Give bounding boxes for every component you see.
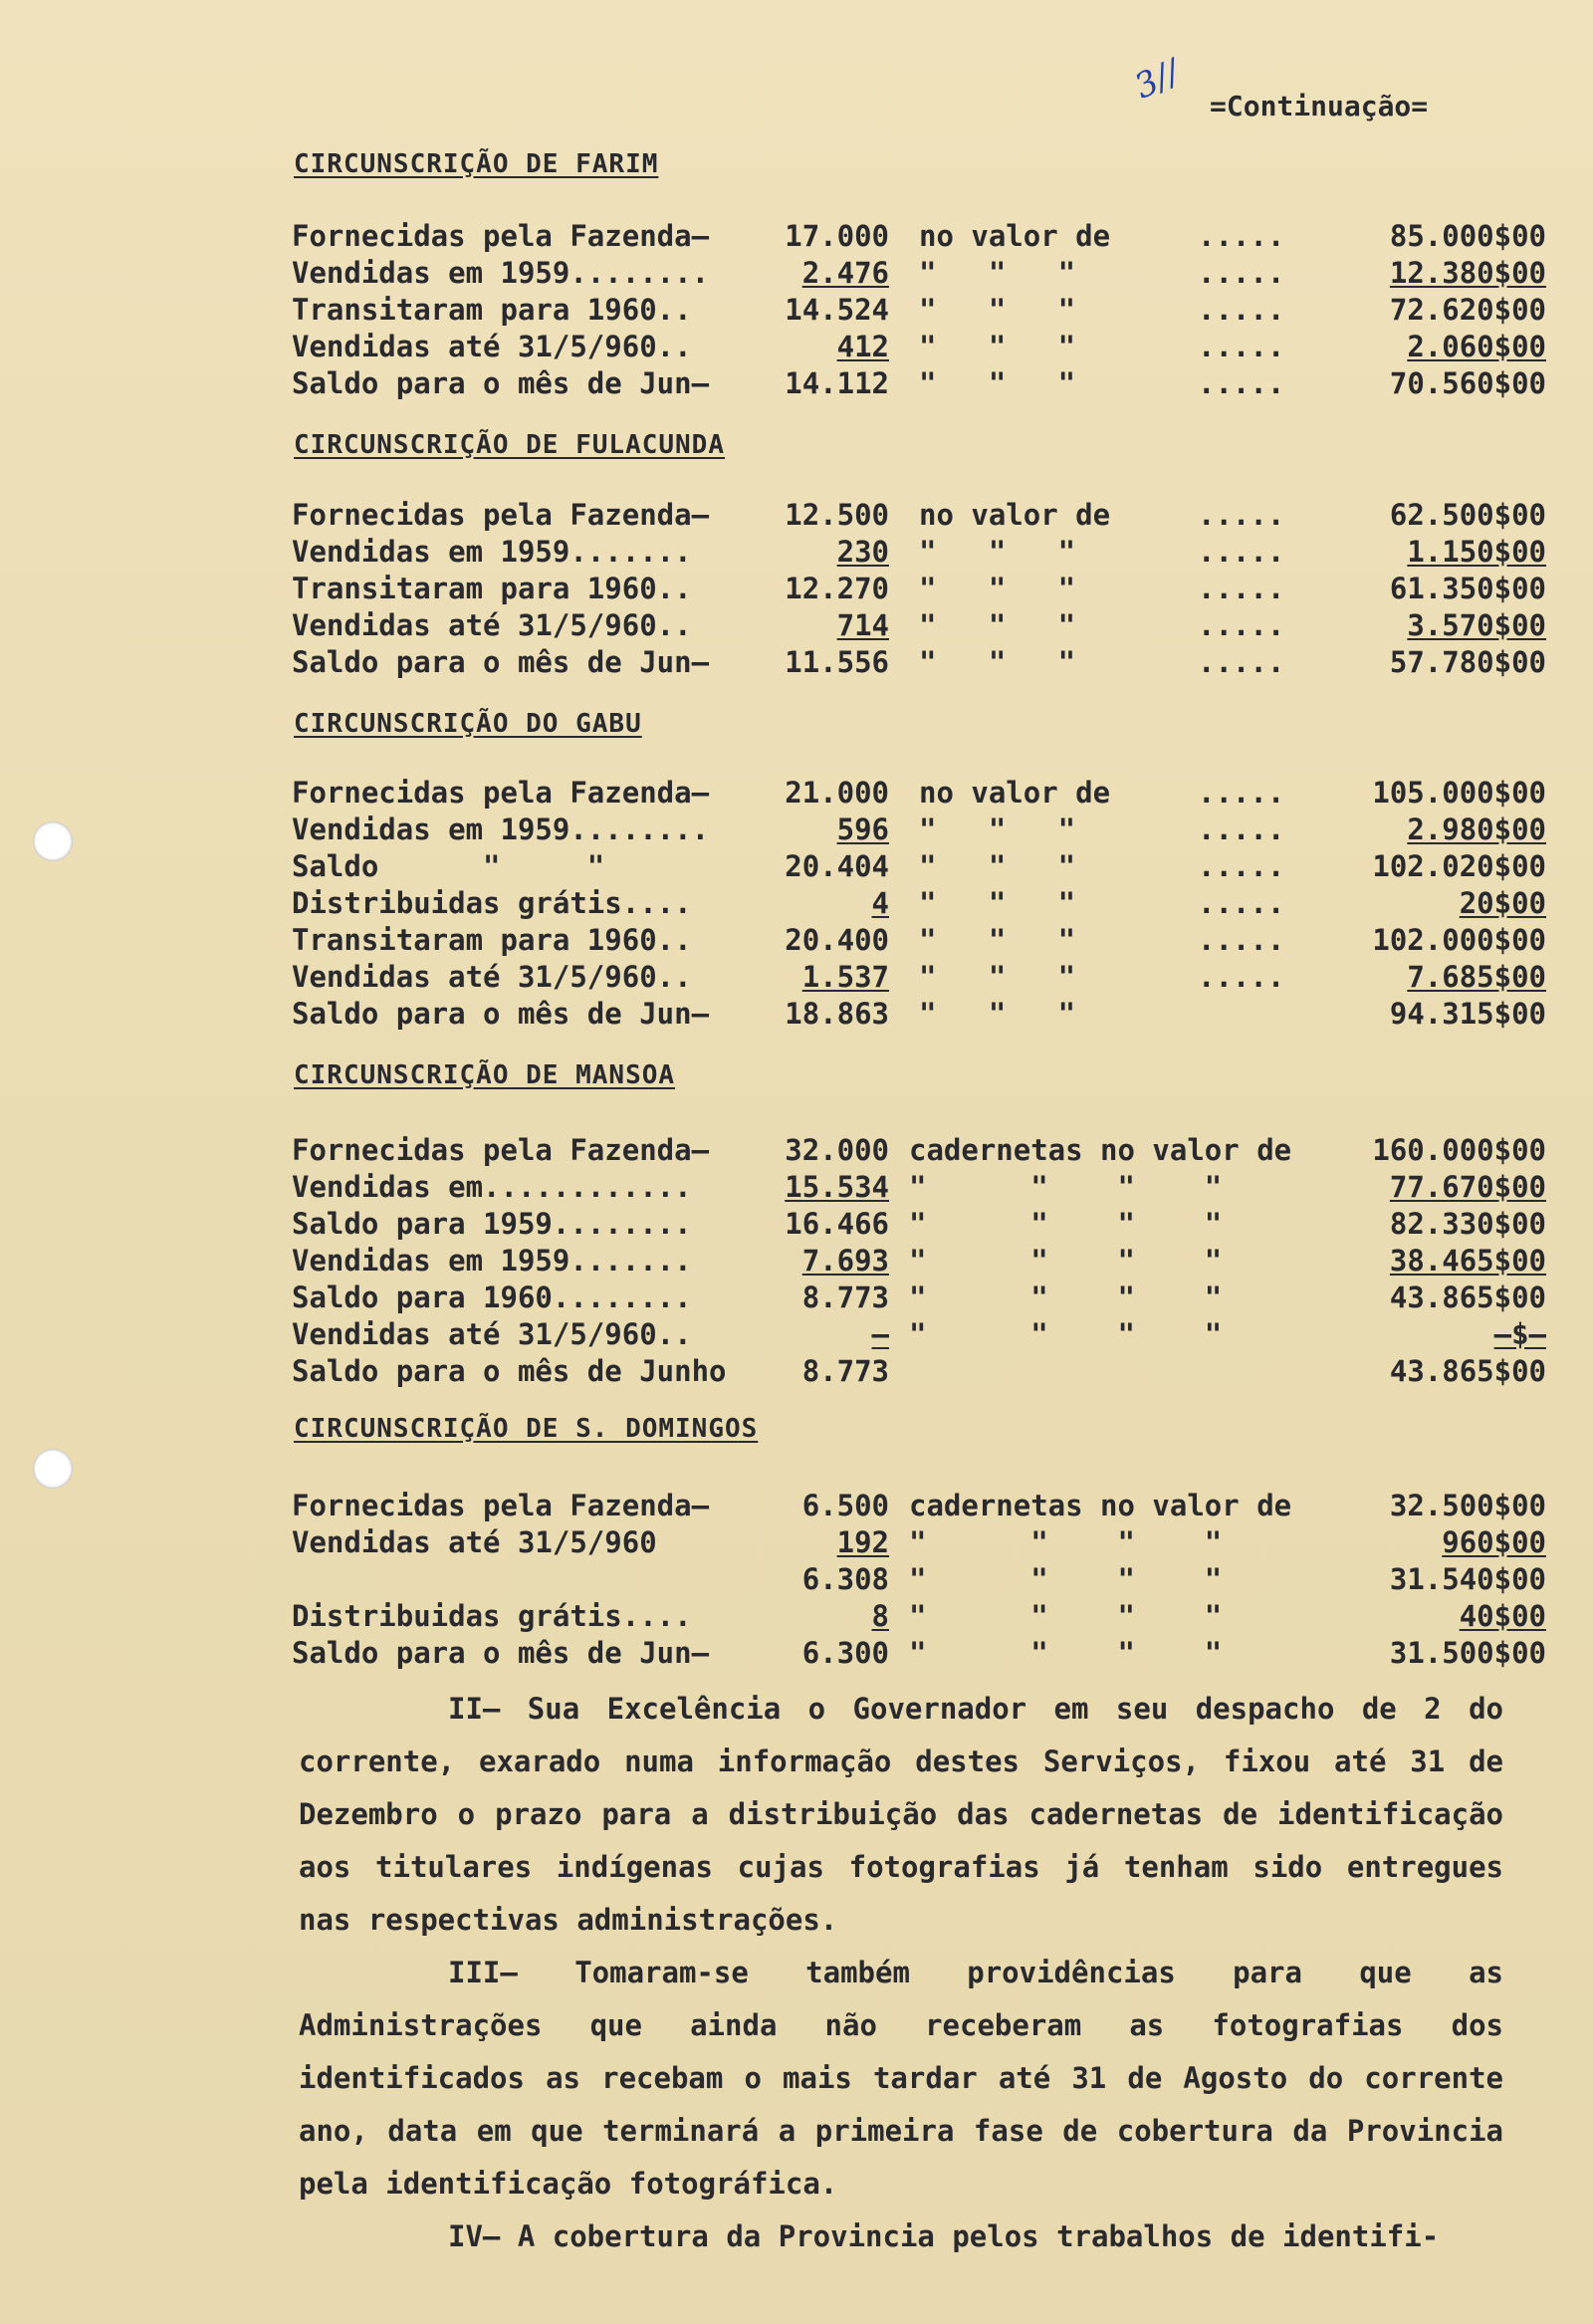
row-value-note: " " " bbox=[919, 886, 1076, 920]
table-row bbox=[292, 776, 1556, 813]
row-value-note: " " " " bbox=[909, 1525, 1223, 1559]
table-row bbox=[292, 1562, 1556, 1599]
row-label: Saldo para o mês de Jun— bbox=[292, 1636, 710, 1670]
row-label: Vendidas até 31/5/960.. bbox=[292, 960, 692, 994]
row-value-note: " " " bbox=[919, 997, 1076, 1031]
row-value-note: no valor de bbox=[919, 498, 1111, 532]
row-amount: 38.465$00 bbox=[1389, 1244, 1546, 1278]
row-amount: 43.865$00 bbox=[1389, 1354, 1546, 1388]
table-row bbox=[292, 1489, 1556, 1525]
row-label: Transitaram para 1960.. bbox=[292, 293, 692, 327]
row-leader-dots: ..... bbox=[1198, 923, 1285, 957]
row-quantity: 7.693 bbox=[801, 1244, 889, 1278]
punch-hole bbox=[33, 1449, 73, 1489]
row-label: Vendidas em 1959........ bbox=[292, 813, 710, 846]
table-row bbox=[292, 1599, 1556, 1636]
row-quantity: 8 bbox=[871, 1599, 889, 1633]
row-value-note: " " " bbox=[919, 960, 1076, 994]
row-quantity: 714 bbox=[836, 608, 889, 642]
table-row bbox=[292, 608, 1556, 645]
row-value-note: " " " " bbox=[909, 1562, 1223, 1596]
row-amount: 20$00 bbox=[1459, 886, 1546, 920]
row-leader-dots: ..... bbox=[1198, 366, 1285, 400]
page-mark: 3// bbox=[1128, 52, 1186, 108]
row-amount: 61.350$00 bbox=[1389, 572, 1546, 605]
row-amount: 57.780$00 bbox=[1389, 645, 1546, 679]
row-quantity: 8.773 bbox=[801, 1354, 889, 1388]
table-row bbox=[292, 1133, 1556, 1170]
table-row bbox=[292, 886, 1556, 923]
row-value-note: " " " bbox=[919, 366, 1076, 400]
row-amount: 3.570$00 bbox=[1407, 608, 1546, 642]
row-leader-dots: ..... bbox=[1198, 960, 1285, 994]
row-label: Fornecidas pela Fazenda— bbox=[292, 1489, 710, 1522]
row-amount: 12.380$00 bbox=[1389, 256, 1546, 290]
row-leader-dots: ..... bbox=[1198, 849, 1285, 883]
row-label: Transitaram para 1960.. bbox=[292, 572, 692, 605]
row-amount: 1.150$00 bbox=[1407, 535, 1546, 569]
row-label: Vendidas em 1959....... bbox=[292, 1244, 692, 1278]
row-label: Vendidas em............ bbox=[292, 1170, 692, 1204]
row-label: Vendidas até 31/5/960.. bbox=[292, 608, 692, 642]
row-amount: 31.500$00 bbox=[1389, 1636, 1546, 1670]
row-value-note: " " " bbox=[919, 572, 1076, 605]
table-row bbox=[292, 813, 1556, 849]
row-quantity: 20.404 bbox=[785, 849, 889, 883]
row-amount: 960$00 bbox=[1442, 1525, 1546, 1559]
row-quantity: 17.000 bbox=[785, 219, 889, 253]
row-amount: 82.330$00 bbox=[1389, 1207, 1546, 1241]
row-quantity: 8.773 bbox=[801, 1280, 889, 1314]
row-value-note: " " " bbox=[919, 923, 1076, 957]
punch-hole bbox=[33, 821, 73, 861]
row-label: Saldo para o mês de Jun— bbox=[292, 366, 710, 400]
row-quantity: — bbox=[871, 1317, 889, 1351]
row-label: Fornecidas pela Fazenda— bbox=[292, 1133, 710, 1167]
row-leader-dots: ..... bbox=[1198, 330, 1285, 363]
table-row bbox=[292, 1636, 1556, 1673]
row-amount: 70.560$00 bbox=[1389, 366, 1546, 400]
row-quantity: 6.300 bbox=[801, 1636, 889, 1670]
section-title: CIRCUNSCRIÇÃO DE S. DOMINGOS bbox=[294, 1414, 759, 1444]
continuation-label: =Continuação= bbox=[1210, 90, 1429, 122]
row-value-note: " " " " bbox=[909, 1317, 1223, 1351]
row-amount: 2.980$00 bbox=[1407, 813, 1546, 846]
table-row bbox=[292, 366, 1556, 403]
table-row bbox=[292, 1280, 1556, 1317]
row-amount: 32.500$00 bbox=[1389, 1489, 1546, 1522]
row-amount: 102.000$00 bbox=[1372, 923, 1546, 957]
row-quantity: 6.308 bbox=[801, 1562, 889, 1596]
row-quantity: 14.524 bbox=[785, 293, 889, 327]
row-quantity: 596 bbox=[836, 813, 889, 846]
row-leader-dots: ..... bbox=[1198, 776, 1285, 810]
row-leader-dots: ..... bbox=[1198, 813, 1285, 846]
paragraph-iii: III— Tomaram-se também providências para que as Administrações que ainda não receberam as fotografias dos identificados as recebam o mais tardar até 31 de Agosto do corrente ano, data em que terminará a primeira fase de cobertura da Provincia pela identificação fotográfica. bbox=[299, 1956, 1503, 2201]
row-value-note: " " " bbox=[919, 645, 1076, 679]
table-row bbox=[292, 572, 1556, 608]
row-leader-dots: ..... bbox=[1198, 608, 1285, 642]
row-label: Vendidas até 31/5/960 bbox=[292, 1525, 657, 1559]
section-title: CIRCUNSCRIÇÃO DE FARIM bbox=[294, 149, 659, 179]
table-row bbox=[292, 256, 1556, 293]
row-leader-dots: ..... bbox=[1198, 293, 1285, 327]
row-quantity: 12.500 bbox=[785, 498, 889, 532]
table-row bbox=[292, 498, 1556, 535]
table-row bbox=[292, 960, 1556, 997]
row-quantity: 14.112 bbox=[785, 366, 889, 400]
row-value-note: " " " " bbox=[909, 1244, 1223, 1278]
row-quantity: 21.000 bbox=[785, 776, 889, 810]
row-leader-dots: ..... bbox=[1198, 498, 1285, 532]
row-label: Fornecidas pela Fazenda— bbox=[292, 498, 710, 532]
row-quantity: 16.466 bbox=[785, 1207, 889, 1241]
table-row bbox=[292, 1354, 1556, 1391]
row-label: Vendidas em 1959........ bbox=[292, 256, 710, 290]
row-label: Distribuidas grátis.... bbox=[292, 1599, 692, 1633]
row-label: Transitaram para 1960.. bbox=[292, 923, 692, 957]
row-value-note: " " " " bbox=[909, 1280, 1223, 1314]
paragraph-ii: II— Sua Excelência o Governador em seu despacho de 2 do corrente, exarado numa informação destes Serviços, fixou até 31 de Dezembro o prazo para a distribuição das cadernetas de identificação aos titulares indígenas cujas fotografias já tenham sido entregues nas respectivas administrações. bbox=[299, 1692, 1503, 1937]
table-row bbox=[292, 293, 1556, 330]
row-label: Vendidas até 31/5/960.. bbox=[292, 1317, 692, 1351]
table-row bbox=[292, 1207, 1556, 1244]
row-amount: 40$00 bbox=[1459, 1599, 1546, 1633]
row-quantity: 2.476 bbox=[801, 256, 889, 290]
row-label: Saldo para 1960........ bbox=[292, 1280, 692, 1314]
row-amount: 72.620$00 bbox=[1389, 293, 1546, 327]
row-value-note: " " " bbox=[919, 330, 1076, 363]
row-label: Saldo para o mês de Junho bbox=[292, 1354, 727, 1388]
table-row bbox=[292, 330, 1556, 366]
row-quantity: 18.863 bbox=[785, 997, 889, 1031]
row-amount: 43.865$00 bbox=[1389, 1280, 1546, 1314]
row-leader-dots: ..... bbox=[1198, 572, 1285, 605]
table-row bbox=[292, 1244, 1556, 1280]
section-title: CIRCUNSCRIÇÃO DE MANSOA bbox=[294, 1060, 676, 1090]
table-row bbox=[292, 1525, 1556, 1562]
table-row bbox=[292, 1170, 1556, 1207]
row-amount: 7.685$00 bbox=[1407, 960, 1546, 994]
row-quantity: 6.500 bbox=[801, 1489, 889, 1522]
row-leader-dots: ..... bbox=[1198, 645, 1285, 679]
row-amount: 94.315$00 bbox=[1389, 997, 1546, 1031]
row-value-note: " " " " bbox=[909, 1207, 1223, 1241]
row-value-note: " " " bbox=[919, 535, 1076, 569]
row-quantity: 192 bbox=[836, 1525, 889, 1559]
row-amount: 31.540$00 bbox=[1389, 1562, 1546, 1596]
row-label: Saldo para o mês de Jun— bbox=[292, 997, 710, 1031]
row-amount: 102.020$00 bbox=[1372, 849, 1546, 883]
row-amount: 62.500$00 bbox=[1389, 498, 1546, 532]
row-label: Saldo para o mês de Jun— bbox=[292, 645, 710, 679]
row-amount: —$— bbox=[1493, 1317, 1546, 1351]
row-value-note: cadernetas no valor de bbox=[909, 1133, 1292, 1167]
row-quantity: 4 bbox=[871, 886, 889, 920]
row-value-note: " " " bbox=[919, 813, 1076, 846]
table-row bbox=[292, 645, 1556, 682]
row-value-note: " " " bbox=[919, 608, 1076, 642]
paragraph-iv: IV— A cobertura da Provincia pelos trabalhos de identifi- bbox=[448, 2219, 1440, 2253]
section-title: CIRCUNSCRIÇÃO DE FULACUNDA bbox=[294, 430, 725, 460]
row-leader-dots: ..... bbox=[1198, 886, 1285, 920]
row-leader-dots: ..... bbox=[1198, 256, 1285, 290]
row-label: Vendidas em 1959....... bbox=[292, 535, 692, 569]
row-value-note: no valor de bbox=[919, 219, 1111, 253]
row-label: Fornecidas pela Fazenda— bbox=[292, 219, 710, 253]
table-row bbox=[292, 1317, 1556, 1354]
row-quantity: 15.534 bbox=[785, 1170, 889, 1204]
row-value-note: " " " " bbox=[909, 1599, 1223, 1633]
row-value-note: " " " bbox=[919, 849, 1076, 883]
table-row bbox=[292, 923, 1556, 960]
row-value-note: no valor de bbox=[919, 776, 1111, 810]
row-amount: 85.000$00 bbox=[1389, 219, 1546, 253]
row-label: Vendidas até 31/5/960.. bbox=[292, 330, 692, 363]
row-quantity: 32.000 bbox=[785, 1133, 889, 1167]
section-title: CIRCUNSCRIÇÃO DO GABU bbox=[294, 709, 642, 739]
row-amount: 2.060$00 bbox=[1407, 330, 1546, 363]
row-label: Fornecidas pela Fazenda— bbox=[292, 776, 710, 810]
row-leader-dots: ..... bbox=[1198, 535, 1285, 569]
row-quantity: 412 bbox=[836, 330, 889, 363]
table-row bbox=[292, 849, 1556, 886]
table-row bbox=[292, 535, 1556, 572]
row-value-note: " " " bbox=[919, 256, 1076, 290]
table-row bbox=[292, 219, 1556, 256]
row-amount: 105.000$00 bbox=[1372, 776, 1546, 810]
row-quantity: 11.556 bbox=[785, 645, 889, 679]
row-quantity: 1.537 bbox=[801, 960, 889, 994]
row-quantity: 20.400 bbox=[785, 923, 889, 957]
table-row bbox=[292, 997, 1556, 1034]
row-quantity: 12.270 bbox=[785, 572, 889, 605]
row-value-note: " " " " bbox=[909, 1170, 1223, 1204]
row-quantity: 230 bbox=[836, 535, 889, 569]
row-label: Saldo " " bbox=[292, 849, 605, 883]
row-leader-dots: ..... bbox=[1198, 219, 1285, 253]
row-amount: 77.670$00 bbox=[1389, 1170, 1546, 1204]
row-label: Saldo para 1959........ bbox=[292, 1207, 692, 1241]
row-label: Distribuidas grátis.... bbox=[292, 886, 692, 920]
row-value-note: " " " bbox=[919, 293, 1076, 327]
row-amount: 160.000$00 bbox=[1372, 1133, 1546, 1167]
row-value-note: cadernetas no valor de bbox=[909, 1489, 1292, 1522]
paragraph-block bbox=[299, 1683, 1503, 2263]
row-value-note: " " " " bbox=[909, 1636, 1223, 1670]
